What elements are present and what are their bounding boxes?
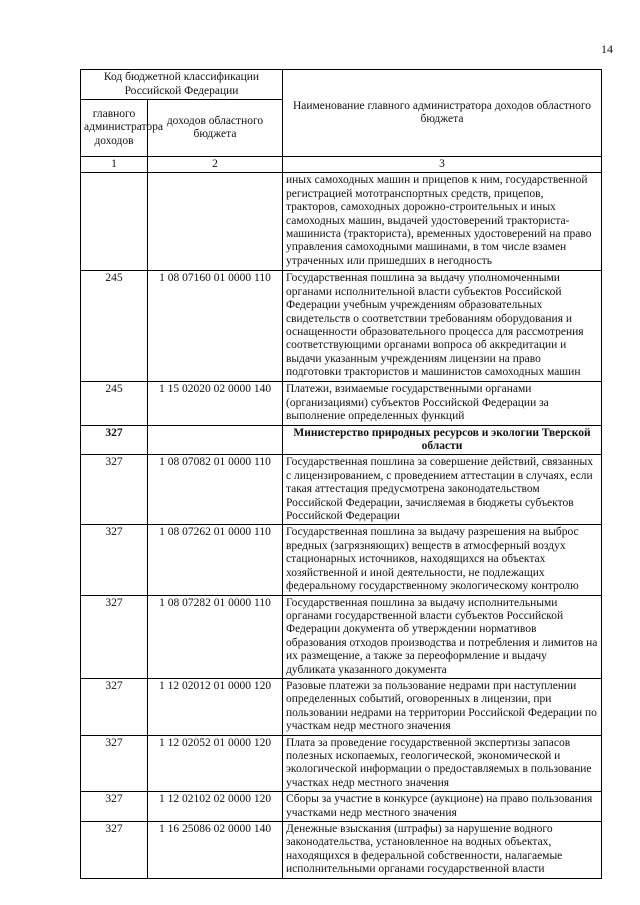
description-cell: иных самоходных машин и прицепов к ним, государственной регистрацией мототранспортных средств, прицепов, тракторов, самоходных дорожно-строительных и иных самоходных машин, выдачей удостоверений тракториста-машиниста (тракториста), временных удостоверений на право управления самоходными машинами, в том числе взамен утраченных или пришедших в негодность <box>283 173 602 271</box>
description-cell: Плата за проведение государственной экспертизы запасов полезных ископаемых, геологической, экономической и экологической информации о предоставляемых в пользование участках недр местного значения <box>283 735 602 792</box>
budget-classification-table <box>80 69 602 879</box>
budget-code-cell <box>148 173 283 271</box>
table-row <box>81 678 602 735</box>
admin-code-cell: 327 <box>81 735 148 792</box>
admin-code-cell: 245 <box>81 382 148 425</box>
description-cell: Платежи, взимаемые государственными органами (организациями) субъектов Российской Федерации за выполнение определенных функций <box>283 382 602 425</box>
budget-code-cell: 1 08 07160 01 0000 110 <box>148 271 283 382</box>
table-row <box>81 822 602 879</box>
admin-code-cell: 327 <box>81 792 148 822</box>
description-cell: Государственная пошлина за совершение действий, связанных с лицензированием, с проведением аттестации в случаях, если такая аттестация предусмотрена законодательством Российской Федерации, зачисляемая в бюджеты субъектов Российской Федерации <box>283 455 602 525</box>
description-cell: Денежные взыскания (штрафы) за нарушение водного законодательства, установленное на водных объектах, находящихся в федеральной собственности, налагаемые исполнительными органами государственной власти <box>283 822 602 879</box>
header-admin-column: главного администратора доходов <box>81 100 148 157</box>
budget-code-cell <box>148 425 283 455</box>
table-row <box>81 735 602 792</box>
table-row <box>81 792 602 822</box>
ministry-name-cell: Министерство природных ресурсов и экологии Тверской области <box>283 425 602 455</box>
page-number: 14 <box>601 42 613 56</box>
admin-code-cell: 327 <box>81 425 148 455</box>
header-code-column: доходов областного бюджета <box>148 100 283 157</box>
admin-code-cell: 327 <box>81 525 148 595</box>
admin-code-cell: 327 <box>81 822 148 879</box>
index-cell-2: 2 <box>148 157 283 173</box>
table-row <box>81 525 602 595</box>
budget-code-cell: 1 12 02102 02 0000 120 <box>148 792 283 822</box>
description-cell: Разовые платежи за пользование недрами при наступлении определенных событий, оговоренных в лицензии, при пользовании недрами на территории Российской Федерации по участкам недр местного значения <box>283 678 602 735</box>
table-row-ministry <box>81 425 602 455</box>
budget-code-cell: 1 08 07262 01 0000 110 <box>148 525 283 595</box>
description-cell: Сборы за участие в конкурсе (аукционе) на право пользования участками недр местного значения <box>283 792 602 822</box>
budget-code-cell: 1 08 07082 01 0000 110 <box>148 455 283 525</box>
index-cell-1: 1 <box>81 157 148 173</box>
table-row <box>81 271 602 382</box>
description-cell: Государственная пошлина за выдачу разрешения на выброс вредных (загрязняющих) веществ в атмосферный воздух стационарных источников, находящихся на объектах хозяйственной и иной деятельности, не подлежащих федеральному государственному экологическому контролю <box>283 525 602 595</box>
budget-code-cell: 1 16 25086 02 0000 140 <box>148 822 283 879</box>
admin-code-cell: 245 <box>81 271 148 382</box>
budget-code-cell: 1 12 02052 01 0000 120 <box>148 735 283 792</box>
table-row <box>81 595 602 678</box>
admin-code-cell: 327 <box>81 595 148 678</box>
table-row <box>81 173 602 271</box>
description-cell: Государственная пошлина за выдачу исполнительными органами государственной власти субъектов Российской Федерации документа об утверждении нормативов образования отходов производства и потребления и лимитов на их размещение, а также за переоформление и выдачу дубликата указанного документа <box>283 595 602 678</box>
budget-code-cell: 1 15 02020 02 0000 140 <box>148 382 283 425</box>
index-cell-3: 3 <box>283 157 602 173</box>
budget-code-cell: 1 08 07282 01 0000 110 <box>148 595 283 678</box>
description-cell: Государственная пошлина за выдачу уполномоченными органами исполнительной власти субъектов Российской Федерации учебным учреждениям образовательных свидетельств о соответствии требованиям оборудования и оснащенности образовательного процесса для рассмотрения соответствующими органами вопроса об аккредитации и выдачи указанным учреждениям лицензии на право подготовки трактористов и машинистов самоходных машин <box>283 271 602 382</box>
budget-code-cell: 1 12 02012 01 0000 120 <box>148 678 283 735</box>
header-group: Код бюджетной классификации Российской Федерации <box>81 70 283 100</box>
admin-code-cell <box>81 173 148 271</box>
table-row <box>81 382 602 425</box>
table-row <box>81 455 602 525</box>
header-name-column: Наименование главного администратора доходов областного бюджета <box>283 70 602 157</box>
admin-code-cell: 327 <box>81 455 148 525</box>
admin-code-cell: 327 <box>81 678 148 735</box>
